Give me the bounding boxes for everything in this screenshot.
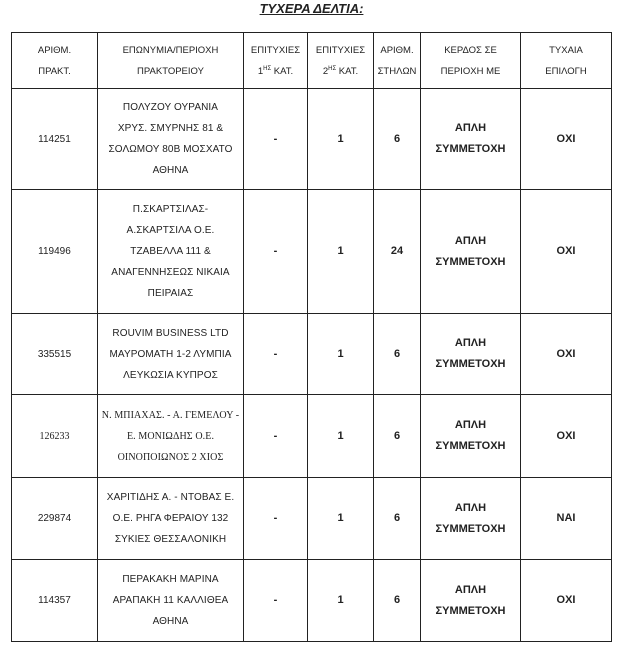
agency-no-cell: 114251: [12, 89, 98, 190]
page-title: [0, 0, 623, 20]
random-cell: ΟΧΙ: [521, 314, 612, 395]
header-agency-name: ΕΠΩΝΥΜΙΑ/ΠΕΡΙΟΧΗ ΠΡΑΚΤΟΡΕΙΟΥ: [98, 33, 244, 89]
header-row: [12, 33, 612, 89]
random-cell: ΟΧΙ: [521, 560, 612, 642]
agency-name-cell: ROUVIM BUSINESS LTD ΜΑΥΡΟΜΑΤΗ 1-2 ΛΥΜΠΙΑ ΛΕΥΚΩΣΙΑ ΚΥΠΡΟΣ: [98, 314, 244, 395]
random-cell: ΟΧΙ: [521, 190, 612, 314]
header-agency-no: ΑΡΙΘΜ. ΠΡΑΚΤ.: [12, 33, 98, 89]
header-profit: ΚΕΡΔΟΣ ΣΕ ΠΕΡΙΟΧΗ ΜΕ: [421, 33, 521, 89]
random-cell: ΝΑΙ: [521, 478, 612, 560]
profit-cell: ΑΠΛΗ ΣΥΜΜΕΤΟΧΗ: [421, 478, 521, 560]
profit-cell: ΑΠΛΗ ΣΥΜΜΕΤΟΧΗ: [421, 395, 521, 478]
header-random: ΤΥΧΑΙΑ ΕΠΙΛΟΓΗ: [521, 33, 612, 89]
table-row: [12, 478, 612, 560]
wins-first-cell: -: [244, 190, 308, 314]
profit-cell: ΑΠΛΗ ΣΥΜΜΕΤΟΧΗ: [421, 560, 521, 642]
agency-name-cell: Ν. ΜΠΙΑΧΑΣ. - Α. ΓΕΜΕΛΟΥ - Ε. ΜΟΝΙΩΔΗΣ Ο.Ε. ΟΙΝΟΠΟΙΩΝΟΣ 2 ΧΙΟΣ: [98, 395, 244, 478]
profit-cell: ΑΠΛΗ ΣΥΜΜΕΤΟΧΗ: [421, 190, 521, 314]
header-wins-second: ΕΠΙΤΥΧΙΕΣ $2^{H\Sigma}$ ΚΑΤ.: [308, 33, 374, 89]
profit-cell: ΑΠΛΗ ΣΥΜΜΕΤΟΧΗ: [421, 314, 521, 395]
wins-second-cell: 1: [308, 478, 374, 560]
page-title-text: ΤΥΧΕΡΑ ΔΕΛΤΙΑ:: [259, 1, 364, 16]
random-cell: ΟΧΙ: [521, 395, 612, 478]
agency-no-cell: 229874: [12, 478, 98, 560]
agency-no-cell: 126233: [12, 395, 98, 478]
wins-second-cell: 1: [308, 89, 374, 190]
wins-first-cell: -: [244, 560, 308, 642]
agency-name-cell: ΧΑΡΙΤΙΔΗΣ Α. - ΝΤΟΒΑΣ Ε. Ο.Ε. ΡΗΓΑ ΦΕΡΑΙΟΥ 132 ΣΥΚΙΕΣ ΘΕΣΣΑΛΟΝΙΚΗ: [98, 478, 244, 560]
wins-second-cell: 1: [308, 560, 374, 642]
columns-cell: 6: [374, 478, 421, 560]
agency-name-cell: ΠΕΡΑΚΑΚΗ ΜΑΡΙΝΑ ΑΡΑΠΑΚΗ 11 ΚΑΛΛΙΘΕΑ ΑΘΗΝΑ: [98, 560, 244, 642]
agency-name-cell: ΠΟΛΥΖΟΥ ΟΥΡΑΝΙΑ ΧΡΥΣ. ΣΜΥΡΝΗΣ 81 & ΣΟΛΩΜΟΥ 80Β ΜΟΣΧΑΤΟ ΑΘΗΝΑ: [98, 89, 244, 190]
columns-cell: 6: [374, 314, 421, 395]
header-columns: ΑΡΙΘΜ. ΣΤΗΛΩΝ: [374, 33, 421, 89]
wins-first-cell: -: [244, 89, 308, 190]
wins-second-cell: 1: [308, 190, 374, 314]
table-row: [12, 314, 612, 395]
wins-first-cell: -: [244, 478, 308, 560]
agency-no-cell: 119496: [12, 190, 98, 314]
wins-first-cell: -: [244, 395, 308, 478]
table-row: [12, 395, 612, 478]
profit-cell: ΑΠΛΗ ΣΥΜΜΕΤΟΧΗ: [421, 89, 521, 190]
agency-no-cell: 335515: [12, 314, 98, 395]
columns-cell: 6: [374, 560, 421, 642]
wins-first-cell: -: [244, 314, 308, 395]
wins-second-cell: 1: [308, 395, 374, 478]
table-row: [12, 190, 612, 314]
header-wins-first: ΕΠΙΤΥΧΙΕΣ $1^{H\Sigma}$ ΚΑΤ.: [244, 33, 308, 89]
columns-cell: 6: [374, 395, 421, 478]
random-cell: ΟΧΙ: [521, 89, 612, 190]
table-row: [12, 89, 612, 190]
winning-tickets-table: [11, 32, 612, 642]
columns-cell: 24: [374, 190, 421, 314]
agency-no-cell: 114357: [12, 560, 98, 642]
agency-name-cell: Π.ΣΚΑΡΤΣΙΛΑΣ- Α.ΣΚΑΡΤΣΙΛΑ Ο.Ε. ΤΖΑΒΕΛΛΑ 111 & ΑΝΑΓΕΝΝΗΣΕΩΣ ΝΙΚΑΙΑ ΠΕΙΡΑΙΑΣ: [98, 190, 244, 314]
table-row: [12, 560, 612, 642]
wins-second-cell: 1: [308, 314, 374, 395]
columns-cell: 6: [374, 89, 421, 190]
